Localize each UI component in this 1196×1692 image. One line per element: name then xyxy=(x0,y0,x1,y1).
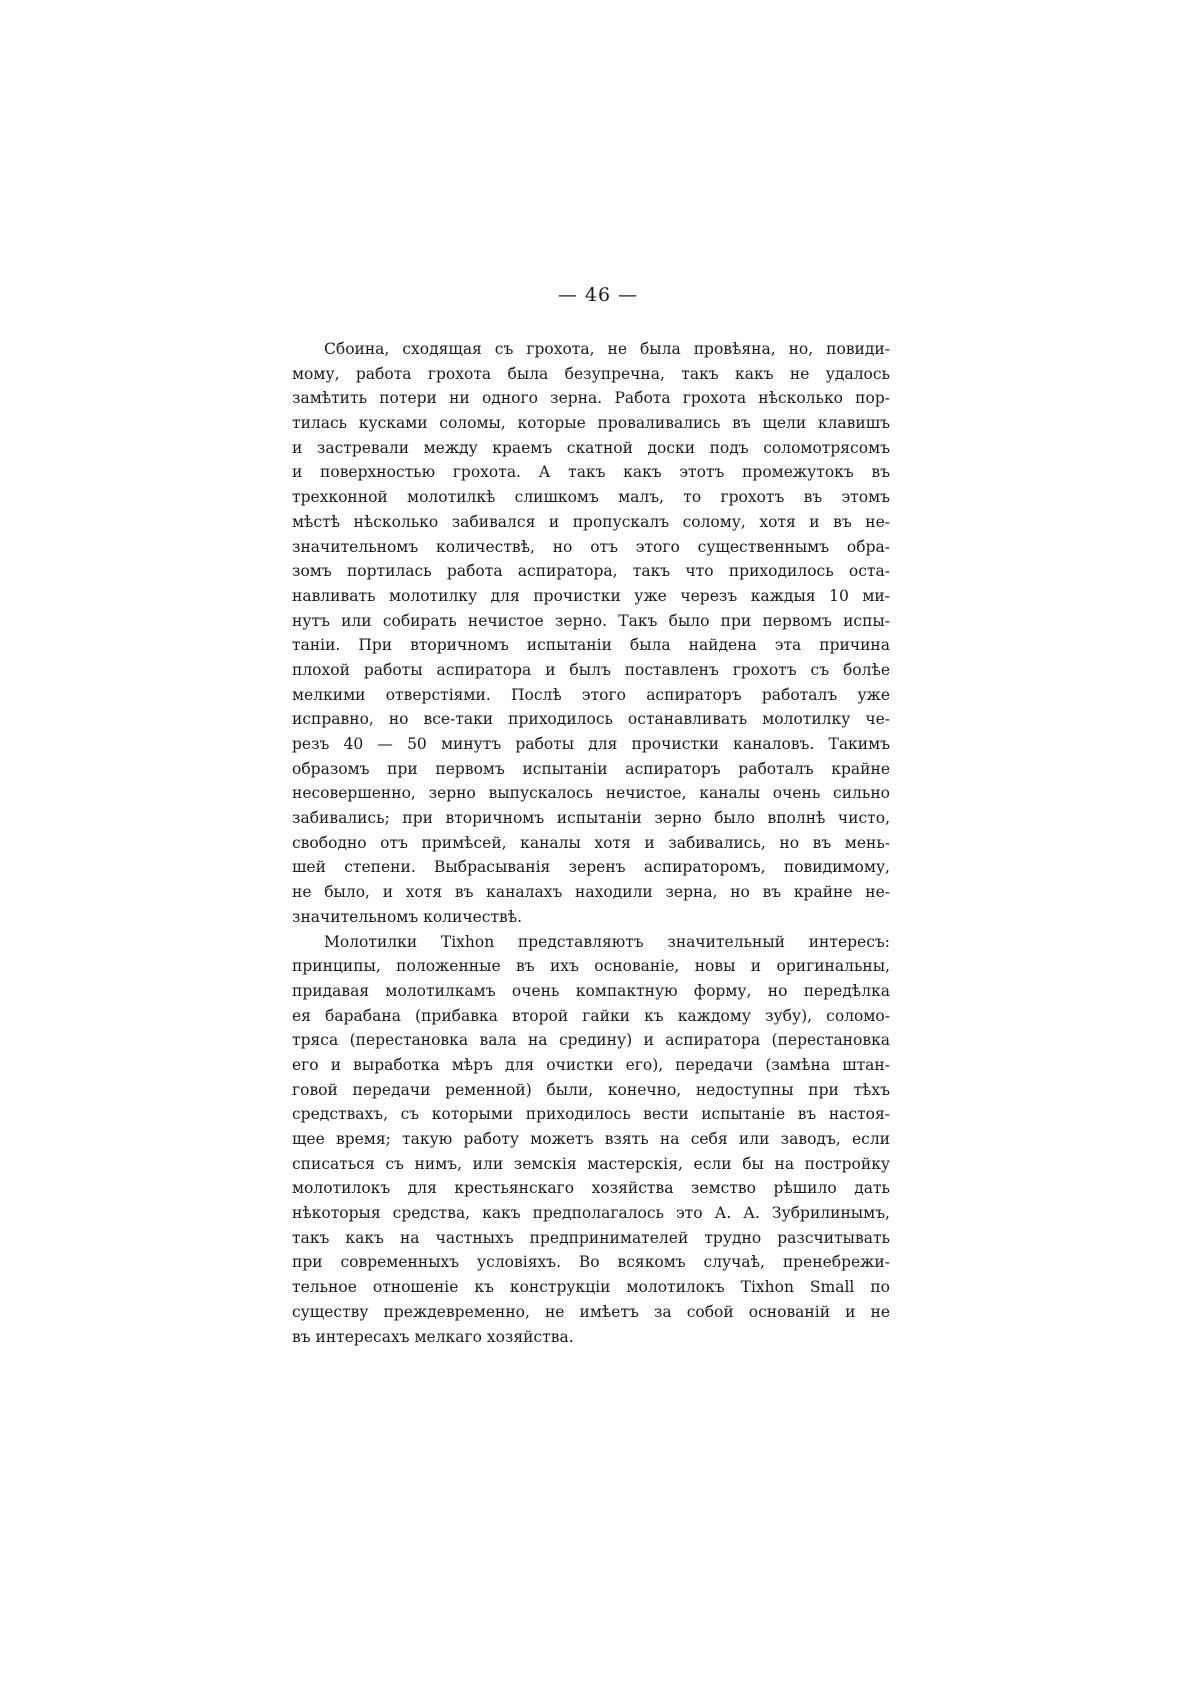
text-line: несовершенно, зерно выпускалось нечистое, каналы очень сильно xyxy=(292,784,890,803)
text-line: его и выработка мѣръ для очистки его), передачи (замѣна штан- xyxy=(292,1055,890,1074)
text-line: средствахъ, съ которыми приходилось вести испытаніе въ настоя- xyxy=(292,1105,890,1124)
text-line: резъ 40 — 50 минутъ работы для прочистки каналовъ. Такимъ xyxy=(292,735,890,753)
body-text xyxy=(292,337,890,1349)
text-line: ея барабана (прибавка второй гайки къ каждому зубу), соломо- xyxy=(292,1006,890,1025)
text-line: тряса (перестановка вала на средину) и аспиратора (перестановка xyxy=(292,1031,890,1050)
text-line: мому, работа грохота была безупречна, такъ какъ не удалось xyxy=(292,364,890,383)
text-line: и поверхностью грохота. А такъ какъ этотъ промежутокъ въ xyxy=(292,463,890,482)
text-line: забивались; при вторичномъ испытаніи зерно было вполнѣ чисто, xyxy=(292,809,890,828)
text-line: тельное отношеніе къ конструкціи молотилокъ Tixhon Small по xyxy=(292,1278,890,1297)
text-line: при современныхъ условіяхъ. Во всякомъ случаѣ, пренебрежи- xyxy=(292,1253,890,1272)
text-line: таніи. При вторичномъ испытаніи была найдена эта причина xyxy=(292,636,890,655)
text-line: образомъ при первомъ испытаніи аспираторъ работалъ крайне xyxy=(292,759,890,778)
text-line: тилась кусками соломы, которые проваливались въ щели клавишъ xyxy=(292,414,890,433)
text-line: нѣкоторыя средства, какъ предполагалось это А. А. Зубрилинымъ, xyxy=(292,1204,890,1223)
text-line: Сбоина, сходящая съ грохота, не была провѣяна, но, повиди- xyxy=(324,340,890,358)
text-line: значительномъ количествѣ. xyxy=(292,907,523,926)
text-line: говой передачи ременной) были, конечно, недоступны при тѣхъ xyxy=(292,1080,890,1099)
text-line: не было, и хотя въ каналахъ находили зерна, но въ крайне не- xyxy=(292,883,890,902)
text-line: замѣтить потери ни одного зерна. Работа грохота нѣсколько пор- xyxy=(292,389,890,408)
text-line: списаться съ нимъ, или земскія мастерскія, если бы на постройку xyxy=(292,1154,890,1173)
text-line: мелкими отверстіями. Послѣ этого аспираторъ работалъ уже xyxy=(292,685,890,704)
text-line: значительномъ количествѣ, но отъ этого существеннымъ обра- xyxy=(292,537,890,556)
text-line: навливать молотилку для прочистки уже черезъ каждыя 10 ми- xyxy=(292,586,890,605)
text-line: исправно, но все-таки приходилось останавливать молотилку че- xyxy=(292,710,890,729)
text-line: такъ какъ на частныхъ предпринимателей трудно разсчитывать xyxy=(292,1228,890,1247)
text-line: трехконной молотилкѣ слишкомъ малъ, то грохотъ въ этомъ xyxy=(292,488,890,507)
text-line: молотилокъ для крестьянскаго хозяйства земство рѣшило дать xyxy=(292,1179,890,1198)
text-line: мѣстѣ нѣсколько забивался и пропускалъ солому, хотя и въ не- xyxy=(292,512,890,531)
text-line: въ интересахъ мелкаго хозяйства. xyxy=(292,1327,574,1346)
text-line: принципы, положенные въ ихъ основаніе, новы и оригинальны, xyxy=(292,957,890,976)
paragraph-1 xyxy=(292,337,890,930)
text-line: и застревали между краемъ скатной доски подъ соломотрясомъ xyxy=(292,438,890,457)
text-line: шей степени. Выбрасыванія зеренъ аспираторомъ, повидимому, xyxy=(292,858,890,877)
text-line: существу преждевременно, не имѣетъ за собой основаній и не xyxy=(292,1302,890,1321)
page-number: — 46 — xyxy=(557,284,639,306)
text-line: Молотилки Tixhon представляютъ значительный интересъ: xyxy=(324,932,890,951)
text-line: свободно отъ примѣсей, каналы хотя и забивались, но въ мень- xyxy=(292,833,890,852)
paragraph-2 xyxy=(292,930,890,1350)
text-line: нутъ или собирать нечистое зерно. Такъ было при первомъ испы- xyxy=(292,611,890,630)
text-line: придавая молотилкамъ очень компактную форму, но передѣлка xyxy=(292,981,890,1000)
text-line: зомъ портилась работа аспиратора, такъ что приходилось оста- xyxy=(292,562,890,581)
text-line: щее время; такую работу можетъ взять на себя или заводъ, если xyxy=(292,1130,890,1148)
text-line: плохой работы аспиратора и былъ поставленъ грохотъ съ болѣе xyxy=(292,660,890,679)
